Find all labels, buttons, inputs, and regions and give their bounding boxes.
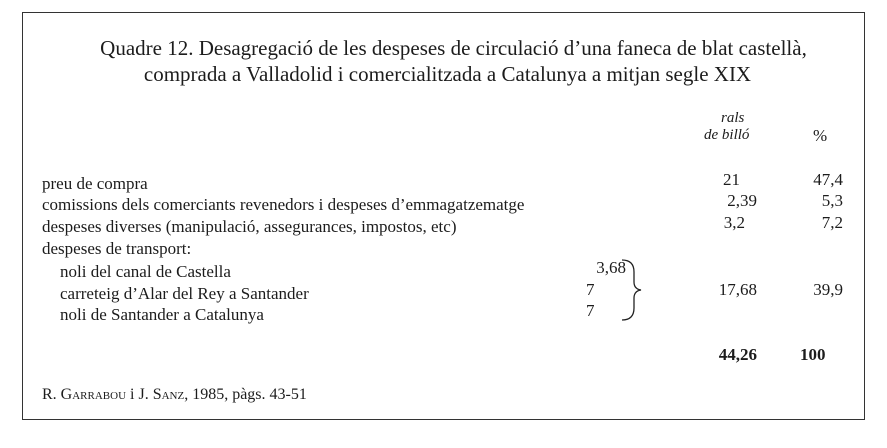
total-value: 44,26 [718,345,757,364]
row-value-preu-compra: 21 [723,170,740,189]
row-label-despeses-transport: despeses de transport: [42,239,192,258]
row-label-comissions: comissions dels comerciants revenedors i despeses d’emmagatzematge [42,195,525,214]
source-author2: J. Sanz [138,386,185,403]
column-header-percent: % [813,126,828,145]
column-header-rals: rals [721,110,745,126]
transport-item-label-carreteig: carreteig d’Alar del Rey a Santander [60,284,309,303]
transport-item-label-noli-santander: noli de Santander a Catalunya [60,305,264,324]
row-value-despeses-diverses: 3,2 [723,213,745,232]
transport-item-value-noli-canal: 3,68 [596,258,626,277]
table-title-line2: comprada a Valladolid i comercialitzada a Catalunya a mitjan segle XIX [143,62,752,86]
row-label-despeses-diverses: despeses diverses (manipulació, assegurances, impostos, etc) [42,217,457,236]
column-header-de-billo: de billó [704,127,750,143]
transport-total-pct: 39,9 [813,280,843,299]
source-connector: i [126,386,139,403]
transport-item-value-noli-santander: 7 [586,301,595,320]
row-value-comissions: 2,39 [727,191,757,210]
transport-item-label-noli-canal: noli del canal de Castella [60,262,231,281]
source-rest: , 1985, pàgs. 43-51 [184,386,307,403]
row-label-preu-compra: preu de compra [42,174,148,193]
transport-brace-icon [616,258,646,322]
row-pct-preu-compra: 47,4 [813,170,843,189]
transport-item-value-carreteig: 7 [586,280,595,299]
row-pct-comissions: 5,3 [821,191,843,210]
table-title-line1: Quadre 12. Desagregació de les despeses de circulació d’una faneca de blat castellà, [100,36,807,60]
source-citation [42,386,307,404]
total-pct: 100 [800,345,826,364]
row-pct-despeses-diverses: 7,2 [821,213,843,232]
source-author1: R. Garrabou [42,386,127,403]
transport-total-value: 17,68 [718,280,757,299]
